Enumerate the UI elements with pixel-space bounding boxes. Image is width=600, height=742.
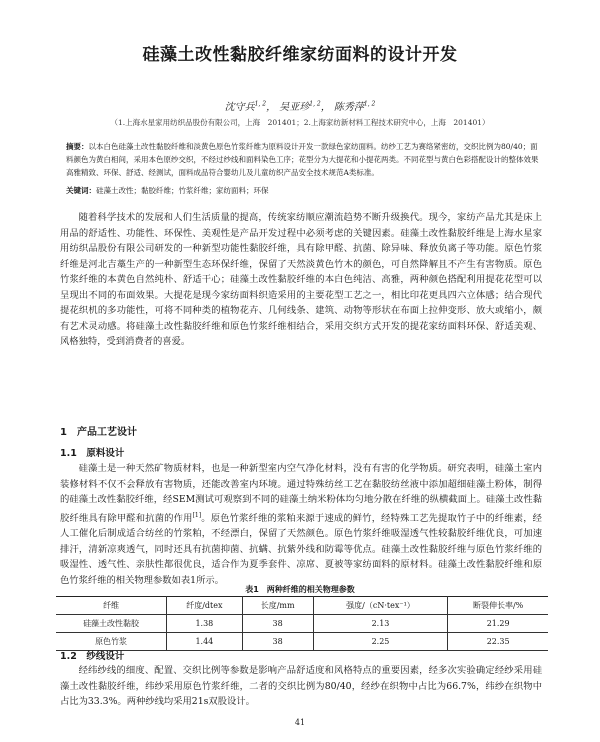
fiber-parameters-table <box>56 596 548 651</box>
abstract-text: 以本白色硅藻土改性黏胶纤维和淡黄色原色竹浆纤维为原料设计开发一款绿色家纺面料。纺纱工艺为赛络紧密纺，交织比例为80/40；面料颜色为黄白相间，采用本色原纱交织，不经过纱线和面料染色工序；花型分为大提花和小提花两类。不同花型与黄白色彩搭配设计的整体效果高雅精致、环保、舒适、经测试，面料成品符合婴幼儿及儿童纺织产品安全技术规范A类标准。 <box>66 142 539 177</box>
table-row <box>56 633 548 651</box>
affiliation: （1.上海水星家用纺织品股份有限公司，上海 201401；2.上海家纺新材料工程技术研究中心，上海 201401） <box>110 118 490 127</box>
table-cell: 2.13 <box>313 615 448 633</box>
material-design-paragraph <box>60 461 542 588</box>
table-header-cell: 长度/mm <box>242 597 313 615</box>
table-cell: 2.25 <box>313 633 448 651</box>
table-header-cell: 强度/（cN·tex⁻¹） <box>313 597 448 615</box>
author-name: 沈守兵 <box>224 102 255 113</box>
keywords-text: 硅藻土改性；黏胶纤维；竹浆纤维；家纺面料；环保 <box>96 186 269 195</box>
table-cell: 38 <box>242 615 313 633</box>
table-header-cell: 纤维 <box>103 601 120 610</box>
author-affil-mark: 1, 2 <box>254 100 267 108</box>
author-name: 陈秀萍 <box>333 102 364 113</box>
keywords <box>66 185 542 196</box>
table-header-cell: 纤度/dtex <box>167 597 242 615</box>
author-affil-mark: 1, 2 <box>309 100 321 108</box>
table-cell: 21.29 <box>448 615 548 633</box>
abstract <box>66 140 542 179</box>
table-cell: 1.44 <box>167 633 242 651</box>
keywords-label: 关键词： <box>66 186 96 195</box>
table-cell: 硅藻土改性黏胶 <box>83 619 140 628</box>
paper-title: 硅藻土改性黏胶纤维家纺面料的设计开发 <box>142 45 458 65</box>
author-affil-mark: 1, 2 <box>363 100 376 108</box>
table-row <box>56 615 548 633</box>
table-cell: 38 <box>242 633 313 651</box>
section-heading-1-2: 1.2 纱线设计 <box>60 651 125 662</box>
section-heading-1: 1 产品工艺设计 <box>60 427 137 438</box>
section-heading-1-1: 1.1 原料设计 <box>60 448 125 459</box>
yarn-design-paragraph: 经纬纱线的细度、配置、交织比例等参数是影响产品舒适度和风格特点的重要因素，经多次实验确定经纱采用硅藻土改性黏胶纤维，纬纱采用原色竹浆纤维，二者的交织比例为80/40，经纱在织物中占比为66.7%，纬纱在织物中占比为33.3%。两种纱线均采用21s双股设计。 <box>60 665 542 707</box>
table-header-row <box>56 597 548 615</box>
table-cell: 1.38 <box>167 615 242 633</box>
table-cell: 22.35 <box>448 633 548 651</box>
table-caption: 表1 两种纤维的相关物理参数 <box>245 585 355 594</box>
author-list: 沈守兵$^{1, 2}$， 吴亚珍$^{1, 2}$， 陈秀萍$^{1, 2}$ <box>224 100 376 113</box>
author-name: 吴亚珍 <box>279 102 310 113</box>
paragraph-text: 硅藻土是一种天然矿物质材料，也是一种新型室内空气净化材料，没有有害的化学物质。研究表明，硅藻土室内装修材料不仅不会释放有害物质，还能改善室内环境。通过特殊纺丝工艺在黏胶纺丝液中添加超细硅藻土粉体，制得的硅藻土改性黏胶纤维，经SEM测试可观察到不同的硅藻土纳米粉体均匀地分散在纤维的纵横截面上。硅藻土改性黏胶纤维具有除甲醛和抗菌的作用 <box>60 463 542 524</box>
abstract-label: 摘要： <box>66 142 89 151</box>
table-cell: 原色竹浆 <box>95 637 128 646</box>
paragraph-text: 。原色竹浆纤维的浆粕来源于速成的鲜竹，经特殊工艺先提取竹子中的纤维素，经人工催化后制成适合纺丝的竹浆粕，不经漂白，保留了天然颜色。原色竹浆纤维吸湿透气性较黏胶纤维优良，可加速排汗，清新凉爽透气，同时还具有抗菌抑菌、抗螨、抗紫外线和防霉等优点。硅藻土改性黏胶纤维与原色竹浆纤维的吸湿性、透气性、亲肤性都很优良，适合作为夏季套件、凉席、夏被等家纺面料的原材料。硅藻土改性黏胶纤维和原色竹浆纤维的相关物理参数如表1所示。 <box>60 512 542 586</box>
table-header-cell: 断裂伸长率/% <box>448 597 548 615</box>
page-number: 41 <box>294 718 306 727</box>
citation-ref: [1] <box>192 511 202 519</box>
introduction-paragraph: 随着科学技术的发展和人们生活质量的提高，传统家纺顺应潮流趋势不断升级换代。现今，家纺产品尤其是床上用品的舒适性、功能性、环保性、美观性是产品开发过程中必须考虑的关键因素。硅藻土改性黏胶纤维是上海水星家用纺织品股份有限公司研发的一种新型功能性黏胶纤维，具有除甲醛、抗菌、除异味、释放负离子等功能。原色竹浆纤维是河北吉藁生产的一种新型生态环保纤维，保留了天然淡黄色竹木的颜色，可自然降解且不产生有害物质。原色竹浆纤维的本黄色自然纯朴、舒适干心；硅藻土改性黏胶纤维的本白色纯洁、高雅，两种颜色搭配利用提花花型可以呈现出不同的布面效果。大提花是现今家纺面料织造采用的主要花型工艺之一，相比印花更具四六立体感；结合现代提花织机的多功能性，可将不同种类的植物花卉、几何线条、建筑、动物等形状在布面上拉伸变形、放大或缩小，颇有艺术灵动感。将硅藻土改性黏胶纤维和原色竹浆纤维相结合，采用交织方式开发的提花家纺面料环保、舒适美观、风格独特，受到消费者的喜爱。 <box>60 212 542 347</box>
